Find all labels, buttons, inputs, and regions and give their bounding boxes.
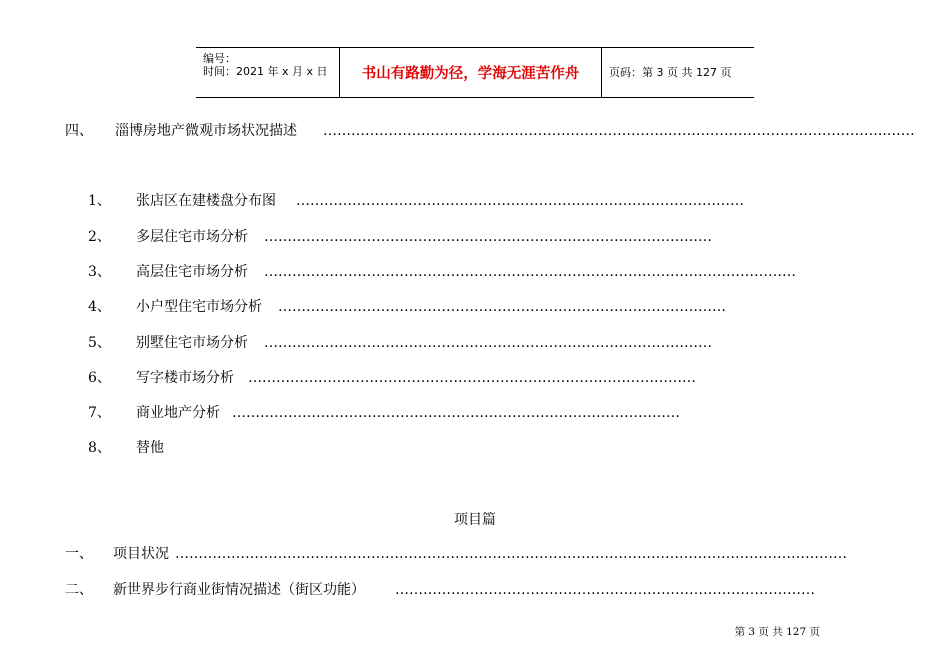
header-page-label: 页码：第 3 页 共 127 页	[609, 66, 732, 79]
toc-leader-dots: ………………………………………………………………………………………………………………………………	[175, 546, 847, 562]
toc-item-number: 2、	[88, 229, 111, 245]
toc-leader-dots: ……………………………………………………………………………………	[264, 335, 712, 351]
toc-leader-dots: ………………………………………………………………..………………………………………..……	[323, 123, 915, 139]
toc-leader-dots: ……………………………………………………………………………………	[296, 193, 744, 209]
toc-item[interactable]	[88, 332, 828, 354]
toc-section-4[interactable]	[65, 120, 915, 142]
project-section-title: 项目篇	[454, 512, 496, 528]
toc-item[interactable]	[88, 367, 828, 389]
toc-item-number: 1、	[88, 193, 111, 209]
toc-item-number: 6、	[88, 370, 111, 386]
toc-item-title: 替他	[136, 440, 164, 456]
toc-leader-dots: ……………………………………………………………………………………	[278, 299, 726, 315]
toc-item-title: 项目状况	[113, 546, 169, 562]
toc-leader-dots: ……………………………………………………………………………………………………	[264, 264, 796, 280]
toc-section-number: 四、	[65, 123, 93, 139]
toc-section-title: 淄博房地产微观市场状况描述	[115, 123, 297, 139]
toc-item[interactable]	[88, 261, 848, 283]
toc-project-item[interactable]	[65, 543, 875, 565]
header-time-label: 时间：2021 年 x 月 x 日	[203, 65, 328, 78]
toc-item[interactable]	[88, 226, 828, 248]
toc-leader-dots: ……………………………………………………………………………………	[264, 229, 712, 245]
toc-item-number: 7、	[88, 405, 111, 421]
toc-leader-dots: ……………………………………………………………………………………	[232, 405, 680, 421]
toc-item-number: 8、	[88, 440, 111, 456]
toc-item[interactable]	[88, 296, 828, 318]
header-left-cell	[196, 48, 339, 97]
toc-item-title: 新世界步行商业街情况描述（街区功能）	[113, 582, 365, 598]
toc-item-number: 4、	[88, 299, 111, 315]
toc-item-title: 多层住宅市场分析	[136, 229, 248, 245]
toc-item-number: 一、	[65, 546, 93, 562]
header-table	[196, 47, 754, 98]
toc-item[interactable]	[88, 437, 828, 459]
header-right-cell	[602, 48, 754, 97]
toc-item-number: 3、	[88, 264, 111, 280]
toc-item-number: 5、	[88, 335, 111, 351]
toc-project-item[interactable]	[65, 579, 875, 601]
toc-item-number: 二、	[65, 582, 93, 598]
toc-item[interactable]	[88, 190, 828, 212]
toc-item-title: 高层住宅市场分析	[136, 264, 248, 280]
toc-item-title: 商业地产分析	[136, 405, 220, 421]
page-footer: 第 3 页 共 127 页	[734, 626, 820, 638]
toc-item-title: 别墅住宅市场分析	[136, 335, 248, 351]
toc-item-title: 张店区在建楼盘分布图	[136, 193, 276, 209]
header-motto: 书山有路勤为径，学海无涯苦作舟	[361, 66, 580, 82]
toc-leader-dots: ………………………………………………………………………………	[395, 582, 815, 598]
toc-item-title: 小户型住宅市场分析	[136, 299, 262, 315]
toc-item-title: 写字楼市场分析	[136, 370, 234, 386]
toc-item[interactable]	[88, 402, 828, 424]
toc-leader-dots: ……………………………………………………………………………………	[248, 370, 696, 386]
header-number-label: 编号：	[203, 52, 236, 65]
header-middle-cell	[339, 48, 602, 97]
